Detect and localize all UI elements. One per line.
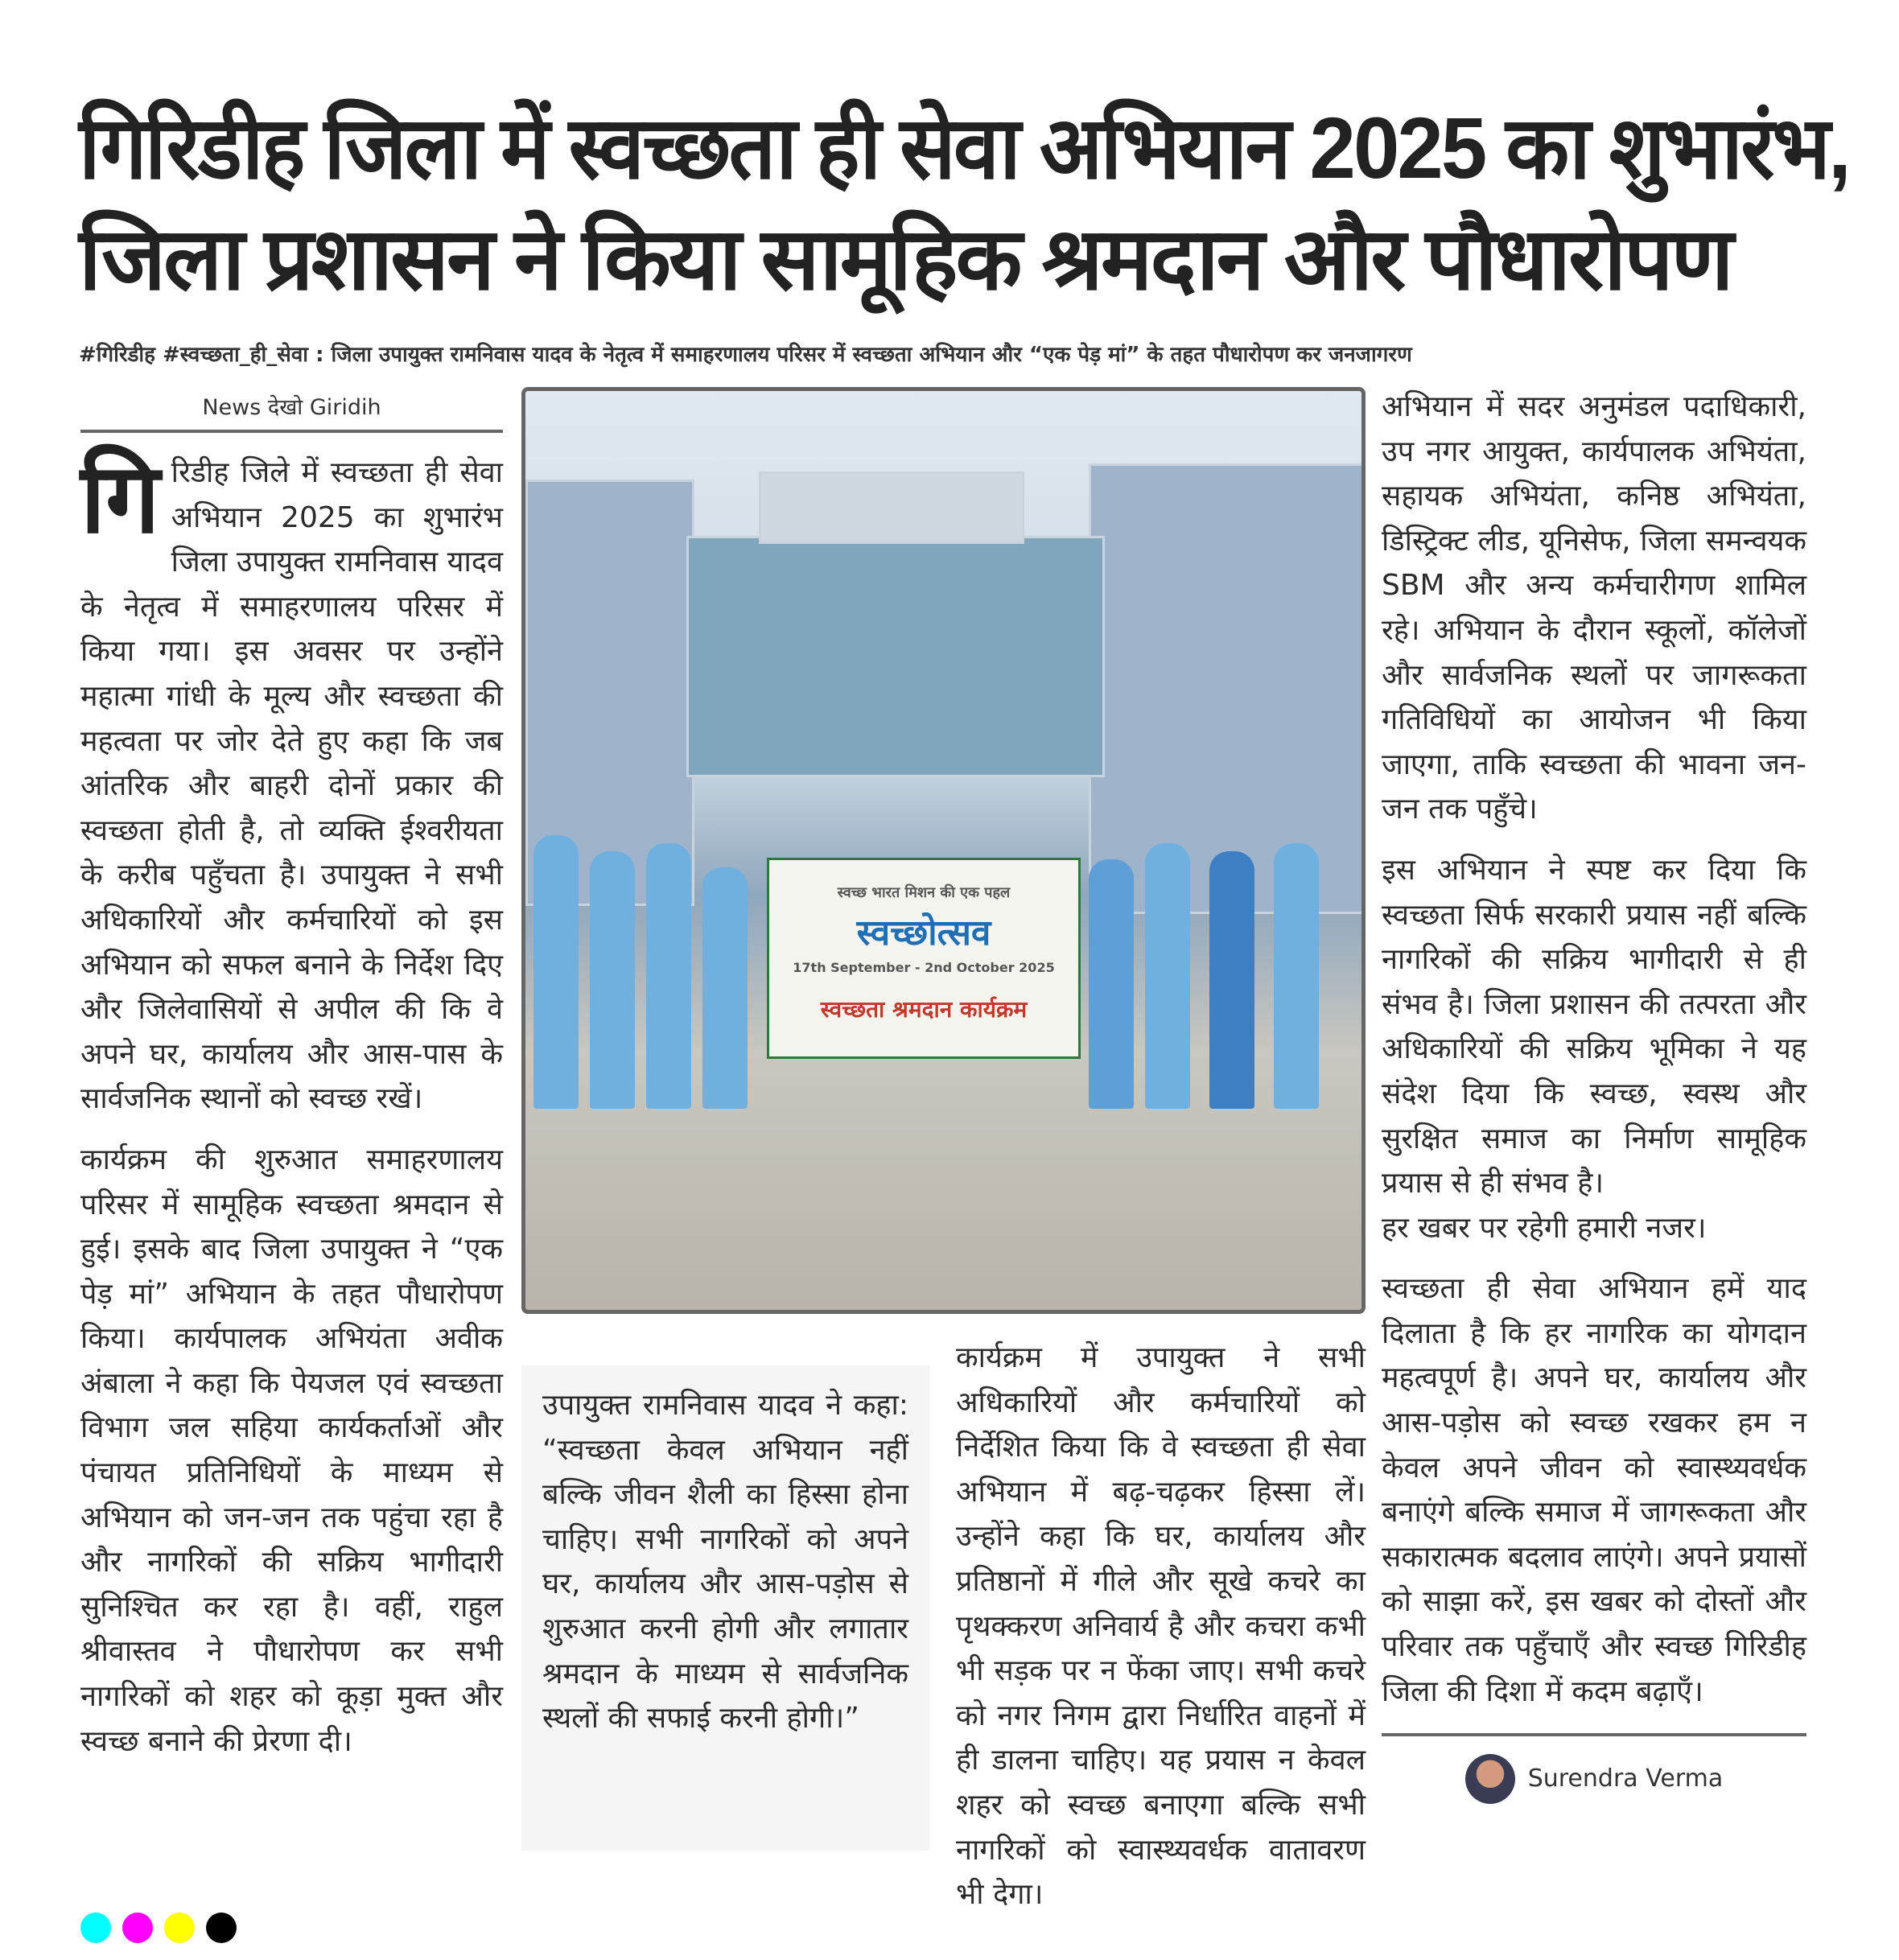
headline-line-1: गिरिडीह जिला में स्वच्छता ही सेवा अभियान 2025 का शुभारंभ, (79, 99, 1849, 196)
author-name: Surendra Verma (1527, 1764, 1724, 1793)
headline-line-2: जिला प्रशासन ने किया सामूहिक श्रमदान और पौधारोपण (79, 210, 1732, 307)
pull-quote: उपायुक्त रामनिवास यादव ने कहा: “स्वच्छता केवल अभियान नहीं बल्कि जीवन शैली का हिस्सा होना चाहिए। सभी नागरिकों को अपने घर, कार्यालय और आस-पड़ोस से शुरुआत करनी होगी और लगातार श्रमदान के माध्यम से सार्वजनिक स्थलों की सफाई करनी होगी।” (521, 1365, 929, 1851)
cyan-registration-dot (80, 1913, 111, 1943)
column-3 (1382, 385, 1806, 1804)
yellow-registration-dot (164, 1913, 195, 1943)
banner-line: स्वच्छ भारत मिशन की एक पहल (837, 884, 1011, 901)
banner-title: स्वच्छोत्सव (856, 912, 991, 953)
paragraph: अभियान में सदर अनुमंडल पदाधिकारी, उप नगर आयुक्त, कार्यपालक अभियंता, सहायक अभियंता, कनिष्ठ अभियंता, डिस्ट्रिक्ट लीड, यूनिसेफ, जिला समन्वयक SBM और अन्य कर्मचारीगण शामिल रहे। अभियान के दौरान स्कूलों, कॉलेजों और सार्वजनिक स्थलों पर जागरूकता गतिविधियों का आयोजन भी किया जाएगा, ताकि स्वच्छता की भावना जन-जन तक पहुँचे। (1382, 390, 1806, 826)
tagline: हर खबर पर रहेगी हमारी नजर। (1382, 1211, 1707, 1245)
column-1 (80, 443, 503, 1780)
black-registration-dot (206, 1913, 237, 1943)
paragraph: कार्यक्रम में उपायुक्त ने सभी अधिकारियों और कर्मचारियों को निर्देशित किया कि वे स्वच्छता ही सेवा अभियान में बढ़-चढ़कर हिस्सा लें। उन्होंने कहा कि घर, कार्यालय और प्रतिष्ठानों में गीले और सूखे कचरे का पृथक्करण अनिवार्य है और कचरा कभी भी सड़क पर न फेंका जाए। सभी कचरे को नगर निगम द्वारा निर्धारित वाहनों में ही डालना चाहिए। यह प्रयास न केवल शहर को स्वच्छ बनाएगा बल्कि सभी नागरिकों को स्वास्थ्यवर्धक वातावरण भी देगा। (956, 1341, 1366, 1912)
divider (1382, 1733, 1806, 1736)
paragraph: स्वच्छता ही सेवा अभियान हमें याद दिलाता है कि हर नागरिक का योगदान महत्वपूर्ण है। अपने घर, कार्यालय और आस-पड़ोस को स्वच्छ रखकर हम न केवल अपने जीवन को स्वास्थ्यवर्धक बनाएंगे बल्कि समाज में जागरूकता और सकारात्मक बदलाव लाएंगे। अपने प्रयासों को साझा करें, इस खबर को दोस्तों और परिवार तक पहुँचाएँ और स्वच्छ गिरिडीह जिला की दिशा में कदम बढ़ाएँ। (1382, 1272, 1806, 1708)
dropcap: गि (80, 443, 160, 555)
author-avatar (1465, 1754, 1515, 1804)
headline (79, 93, 1849, 315)
paragraph: कार्यक्रम की शुरुआत समाहरणालय परिसर में सामूहिक स्वच्छता श्रमदान से हुई। इसके बाद जिला उपायुक्त ने “एक पेड़ मां” अभियान के तहत पौधारोपण किया। कार्यपालक अभियंता अवीक अंबाला ने कहा कि पेयजल एवं स्वच्छता विभाग जल सहिया कार्यकर्ताओं और पंचायत प्रतिनिधियों के माध्यम से अभियान को जन-जन तक पहुंचा रहा है और नागरिकों की सक्रिय भागीदारी सुनिश्चित कर रहा है। वहीं, राहुल श्रीवास्तव ने पौधारोपण कर सभी नागरिकों को शहर को कूड़ा मुक्त और स्वच्छ बनाने की प्रेरणा दी। (80, 1143, 503, 1758)
paragraph: इस अभियान ने स्पष्ट कर दिया कि स्वच्छता सिर्फ सरकारी प्रयास नहीं बल्कि नागरिकों की सक्रिय भागीदारी से ही संभव है। जिला प्रशासन की तत्परता और अधिकारियों की सक्रिय भूमिका ने यह संदेश दिया कि स्वच्छ, स्वस्थ और सुरक्षित समाज का निर्माण सामूहिक प्रयास से ही संभव है। (1382, 853, 1806, 1200)
article-photo (521, 387, 1366, 1314)
column-2 (956, 1336, 1366, 1933)
photo-banner (767, 858, 1081, 1059)
magenta-registration-dot (122, 1913, 153, 1943)
divider (80, 430, 503, 433)
banner-footer: स्वच्छता श्रमदान कार्यक्रम (820, 995, 1028, 1023)
paragraph: रिडीह जिले में स्वच्छता ही सेवा अभियान 2025 का शुभारंभ जिला उपायुक्त रामनिवास यादव के नेतृत्व में समाहरणालय परिसर में किया गया। इस अवसर पर उन्होंने महात्मा गांधी के मूल्य और स्वच्छता की महत्वता पर जोर देते हुए कहा कि जब आंतरिक और बाहरी दोनों प्रकार की स्वच्छता होती है, तो व्यक्ति ईश्वरीयता के करीब पहुँचता है। उपायुक्त ने सभी अधिकारियों और कर्मचारियों को इस अभियान को सफल बनाने के निर्देश दिए और जिलेवासियों से अपील की कि वे अपने घर, कार्यालय और आस-पास के सार्वजनिक स्थानों को स्वच्छ रखें। (80, 456, 503, 1116)
author (1382, 1754, 1806, 1804)
byline: News देखो Giridih (202, 395, 381, 420)
subheadline: #गिरिडीह #स्वच्छता_ही_सेवा : जिला उपायुक्त रामनिवास यादव के नेतृत्व में समाहरणालय परिसर में स्वच्छता अभियान और “एक पेड़ मां” के तहत पौधारोपण कर जनजागरण (79, 343, 1412, 367)
banner-date: 17th September - 2nd October 2025 (793, 959, 1055, 975)
